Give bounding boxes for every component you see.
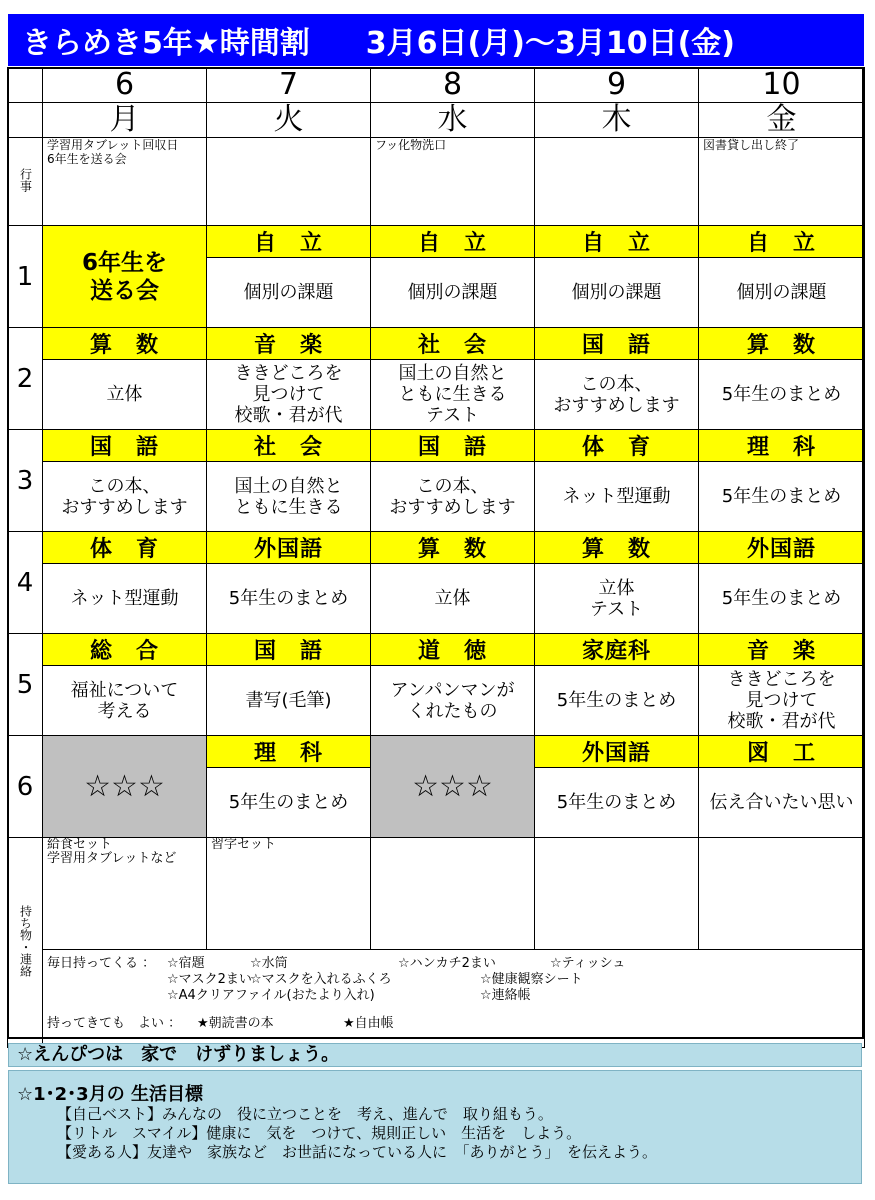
content-line: 5年生のまとめ bbox=[721, 588, 842, 609]
weekday-row bbox=[8, 103, 865, 138]
subject-cell: 理 科 bbox=[207, 736, 371, 768]
spacer bbox=[47, 988, 167, 1004]
content-cell bbox=[207, 564, 371, 634]
belongings-row bbox=[8, 838, 865, 950]
content-cell bbox=[371, 462, 535, 532]
content-cell: 個別の課題 bbox=[535, 258, 699, 328]
subject-cell: 自 立 bbox=[207, 226, 371, 258]
content-cell: 個別の課題 bbox=[207, 258, 371, 328]
weekday-thu: 木 bbox=[535, 103, 699, 138]
subject-cell: 体 育 bbox=[535, 430, 699, 462]
subject-cell: 算 数 bbox=[43, 328, 207, 360]
daily-item: ☆マスク2まい bbox=[167, 972, 252, 987]
subject-cell: 図 工 bbox=[699, 736, 865, 768]
period-1-subject-row bbox=[8, 226, 865, 258]
subject-cell: 国 語 bbox=[535, 328, 699, 360]
event-tue bbox=[207, 138, 371, 226]
period-3-subject-row bbox=[8, 430, 865, 462]
period-number: 4 bbox=[8, 532, 43, 634]
content-line: 福祉について bbox=[70, 679, 179, 701]
daily-row-3 bbox=[47, 988, 864, 1004]
no-class-cell: ☆☆☆ bbox=[43, 736, 207, 838]
subject-cell: 自 立 bbox=[535, 226, 699, 258]
daily-item: ☆ティッシュ bbox=[550, 956, 626, 971]
subject-cell: 道 徳 bbox=[371, 634, 535, 666]
daily-item: ☆健康観察シート bbox=[480, 972, 583, 987]
content-cell bbox=[699, 462, 865, 532]
optional-label: 持ってきても よい ： bbox=[47, 1016, 182, 1031]
event-mon bbox=[43, 138, 207, 226]
content-cell bbox=[207, 360, 371, 430]
content-cell bbox=[207, 462, 371, 532]
period-number: 6 bbox=[8, 736, 43, 838]
content-line: ともに生きる bbox=[234, 496, 343, 518]
goal-line: 【愛ある人】友達や 家族など お世話になっている人に 「ありがとう」 を伝えよう。 bbox=[57, 1143, 658, 1161]
content-cell bbox=[207, 768, 371, 838]
content-line: この本、 bbox=[416, 475, 489, 497]
content-line: 5年生のまとめ bbox=[228, 792, 349, 813]
event-wed: フッ化物洗口 bbox=[371, 138, 535, 226]
period-6-subject-row bbox=[8, 736, 865, 768]
content-cell bbox=[535, 462, 699, 532]
subject-cell: 国 語 bbox=[43, 430, 207, 462]
content-line: ききどころを bbox=[234, 363, 343, 384]
content-cell bbox=[535, 360, 699, 430]
content-line: おすすめします bbox=[389, 496, 516, 518]
content-line: おすすめします bbox=[553, 394, 680, 416]
pencil-notice: ☆えんぴつは 家で けずりましょう。 bbox=[8, 1043, 862, 1067]
weekday-mon: 月 bbox=[43, 103, 207, 138]
content-line: テスト bbox=[425, 405, 480, 426]
content-line: 国土の自然と bbox=[398, 363, 507, 384]
event-thu bbox=[535, 138, 699, 226]
content-line: この本、 bbox=[580, 373, 653, 395]
optional-row bbox=[47, 1016, 864, 1032]
date-range: 3月6日(月)～3月10日(金) bbox=[365, 26, 735, 61]
content-line: ききどころを bbox=[727, 669, 836, 690]
content-cell bbox=[371, 666, 535, 736]
timetable bbox=[7, 67, 865, 1048]
subject-cell: 外国語 bbox=[535, 736, 699, 768]
subject-cell: 社 会 bbox=[207, 430, 371, 462]
content-cell bbox=[535, 666, 699, 736]
date-row bbox=[8, 68, 865, 103]
daily-item: ☆水筒 bbox=[250, 956, 288, 971]
page-title: きらめき5年★時間割 bbox=[22, 26, 310, 61]
content-cell bbox=[207, 666, 371, 736]
daily-item: ☆宿題 bbox=[167, 956, 205, 971]
weekday-fri: 金 bbox=[699, 103, 865, 138]
page-header bbox=[8, 14, 864, 66]
content-line: 5年生のまとめ bbox=[556, 690, 677, 711]
subject-cell: 算 数 bbox=[535, 532, 699, 564]
content-cell bbox=[699, 564, 865, 634]
day-number-tue: 7 bbox=[207, 68, 371, 103]
period-2-subject-row bbox=[8, 328, 865, 360]
daily-item: ☆ハンカチ2まい bbox=[398, 956, 496, 971]
period-5-subject-row bbox=[8, 634, 865, 666]
day-number-wed: 8 bbox=[371, 68, 535, 103]
daily-items-row bbox=[8, 950, 865, 1048]
life-goals-box bbox=[8, 1070, 862, 1184]
subject-cell: 音 楽 bbox=[207, 328, 371, 360]
events-label bbox=[8, 138, 43, 226]
spacer bbox=[47, 972, 167, 988]
no-class-cell: ☆☆☆ bbox=[371, 736, 535, 838]
content-line: 見つけて bbox=[745, 690, 818, 711]
corner-cell bbox=[8, 103, 43, 138]
content-cell bbox=[43, 564, 207, 634]
content-line: 立体 bbox=[106, 384, 143, 405]
special-event-line: 送る会 bbox=[90, 277, 159, 304]
subject-cell: 音 楽 bbox=[699, 634, 865, 666]
period-number: 5 bbox=[8, 634, 43, 736]
content-cell bbox=[371, 360, 535, 430]
belongings-mon bbox=[43, 838, 207, 950]
weekday-tue: 火 bbox=[207, 103, 371, 138]
content-line: 5年生のまとめ bbox=[556, 792, 677, 813]
content-cell bbox=[699, 666, 865, 736]
subject-cell: 外国語 bbox=[207, 532, 371, 564]
content-cell bbox=[535, 768, 699, 838]
event-item: 学習用タブレット回収日 bbox=[47, 138, 179, 152]
event-fri: 図書貸し出し終了 bbox=[699, 138, 865, 226]
content-line: テスト bbox=[589, 598, 644, 620]
daily-item: ☆連絡帳 bbox=[480, 988, 531, 1003]
period-4-content-row bbox=[8, 564, 865, 634]
content-line: ネット型運動 bbox=[562, 486, 671, 507]
subject-cell: 家庭科 bbox=[535, 634, 699, 666]
special-event-cell bbox=[43, 226, 207, 328]
day-number-fri: 10 bbox=[699, 68, 865, 103]
daily-items-cell bbox=[43, 950, 865, 1048]
content-cell: 個別の課題 bbox=[371, 258, 535, 328]
daily-label: 毎日持ってくる ： bbox=[47, 956, 156, 971]
content-line: おすすめします bbox=[61, 496, 188, 518]
day-number-mon: 6 bbox=[43, 68, 207, 103]
events-label-text: 行事 bbox=[18, 167, 33, 192]
subject-cell: 算 数 bbox=[699, 328, 865, 360]
corner-cell bbox=[8, 68, 43, 103]
period-number: 1 bbox=[8, 226, 43, 328]
content-line: 伝え合いたい思い bbox=[709, 792, 854, 813]
weekday-wed: 水 bbox=[371, 103, 535, 138]
belongings-wed bbox=[371, 838, 535, 950]
daily-item: ☆マスクを入れるふくろ bbox=[250, 972, 392, 987]
subject-cell: 社 会 bbox=[371, 328, 535, 360]
subject-cell: 理 科 bbox=[699, 430, 865, 462]
daily-row-1 bbox=[47, 956, 864, 972]
belongings-tue: 習字セット bbox=[207, 838, 371, 950]
belonging-item: 給食セット bbox=[47, 837, 113, 852]
content-cell: 個別の課題 bbox=[699, 258, 865, 328]
period-4-subject-row bbox=[8, 532, 865, 564]
content-cell bbox=[43, 360, 207, 430]
content-line: ネット型運動 bbox=[70, 588, 179, 609]
day-number-thu: 9 bbox=[535, 68, 699, 103]
goal-line: 【リトル スマイル】健康に 気を つけて、規則正しい 生活を しよう。 bbox=[57, 1124, 582, 1142]
subject-cell: 国 語 bbox=[207, 634, 371, 666]
belonging-item: 学習用タブレットなど bbox=[47, 851, 177, 866]
content-line: 立体 bbox=[598, 577, 635, 599]
period-5-content-row bbox=[8, 666, 865, 736]
content-cell bbox=[699, 768, 865, 838]
period-number: 3 bbox=[8, 430, 43, 532]
content-line: 校歌・君が代 bbox=[727, 711, 836, 732]
content-cell bbox=[699, 360, 865, 430]
events-row bbox=[8, 138, 865, 226]
content-cell bbox=[535, 564, 699, 634]
content-line: 考える bbox=[97, 700, 152, 722]
period-number: 2 bbox=[8, 328, 43, 430]
subject-cell: 国 語 bbox=[371, 430, 535, 462]
goal-line: 【自己ベスト】みんなの 役に立つことを 考え、進んで 取り組もう。 bbox=[57, 1105, 553, 1123]
subject-cell: 外国語 bbox=[699, 532, 865, 564]
content-line: ともに生きる bbox=[398, 384, 507, 405]
content-cell bbox=[371, 564, 535, 634]
event-item: 6年生を送る会 bbox=[47, 152, 127, 166]
belongings-label-text: 持ち物・連絡 bbox=[18, 904, 33, 977]
content-line: 立体 bbox=[434, 588, 471, 609]
content-line: 5年生のまとめ bbox=[228, 588, 349, 609]
subject-cell: 体 育 bbox=[43, 532, 207, 564]
belongings-thu bbox=[535, 838, 699, 950]
subject-cell: 自 立 bbox=[699, 226, 865, 258]
belongings-label bbox=[8, 838, 43, 1048]
content-line: 国土の自然と bbox=[234, 475, 343, 497]
content-line: 校歌・君が代 bbox=[234, 405, 343, 426]
content-cell bbox=[43, 462, 207, 532]
content-line: この本、 bbox=[88, 475, 161, 497]
special-event-line: 6年生を bbox=[81, 249, 167, 276]
daily-item: ☆A4クリアファイル(おたより入れ) bbox=[167, 988, 375, 1003]
content-line: 5年生のまとめ bbox=[721, 384, 842, 405]
optional-item: ★自由帳 bbox=[343, 1016, 394, 1031]
content-cell bbox=[43, 666, 207, 736]
daily-row-2 bbox=[47, 972, 864, 988]
subject-cell: 算 数 bbox=[371, 532, 535, 564]
content-line: くれたもの bbox=[407, 700, 498, 722]
goals-title: ☆1･2･3月の 生活目標 bbox=[17, 1084, 203, 1105]
content-line: 書写(毛筆) bbox=[245, 690, 332, 711]
subject-cell: 総 合 bbox=[43, 634, 207, 666]
period-3-content-row bbox=[8, 462, 865, 532]
period-2-content-row bbox=[8, 360, 865, 430]
optional-item: ★朝読書の本 bbox=[197, 1016, 274, 1031]
content-line: 見つけて bbox=[252, 384, 325, 405]
belongings-fri bbox=[699, 838, 865, 950]
content-line: 5年生のまとめ bbox=[721, 486, 842, 507]
subject-cell: 自 立 bbox=[371, 226, 535, 258]
content-line: アンパンマンが bbox=[390, 679, 515, 701]
